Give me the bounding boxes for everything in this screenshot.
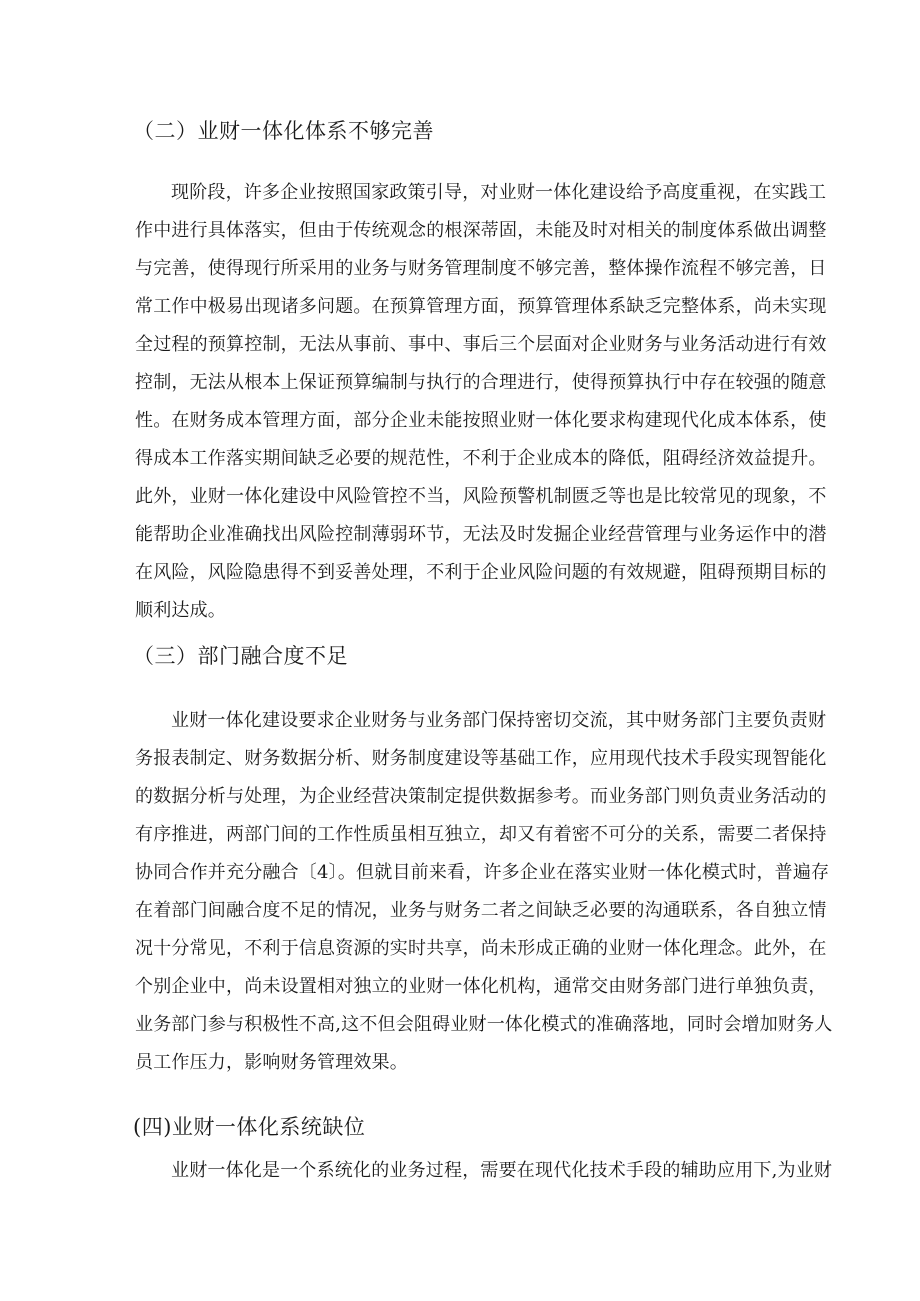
paragraph-line: 务报表制定、财务数据分析、财务制度建设等基础工作，应用现代技术手段实现智能化 [135,748,827,769]
paragraph-line: 有序推进，两部门间的工作性质虽相互独立，却又有着密不可分的关系，需要二者保持 [135,824,827,845]
paragraph-line: 业财一体化建设要求企业财务与业务部门保持密切交流，其中财务部门主要负责财 [171,710,827,731]
paragraph-line: 员工作压力，影响财务管理效果。 [135,1052,408,1073]
paragraph-line: 业财一体化是一个系统化的业务过程，需要在现代化技术手段的辅助应用下,为业财 [171,1160,833,1181]
paragraph-line: 协同合作并充分融合〔4〕。但就目前来看，许多企业在落实业财一体化模式时，普遍存 [135,862,830,883]
paragraph-line: 业务部门参与积极性不高,这不但会阻碍业财一体化模式的准确落地，同时会增加财务人 [135,1014,833,1035]
paragraph-line: 现阶段，许多企业按照国家政策引导，对业财一体化建设给予高度重视，在实践工 [171,182,827,203]
paragraph-line: 作中进行具体落实，但由于传统观念的根深蒂固，未能及时对相关的制度体系做出调整 [135,220,827,241]
paragraph-line: 得成本工作落实期间缺乏必要的规范性，不利于企业成本的降低，阻碍经济效益提升。 [135,448,827,469]
paragraph-line: 况十分常见，不利于信息资源的实时共享，尚未形成正确的业财一体化理念。此外，在 [135,938,827,959]
paragraph-line: 能帮助企业准确找出风险控制薄弱环节，无法及时发掘企业经营管理与业务运作中的潜 [135,524,827,545]
paragraph-line: 控制，无法从根本上保证预算编制与执行的合理进行，使得预算执行中存在较强的随意 [135,372,827,393]
section-heading-4: (四)业财一体化系统缺位 [133,1115,366,1139]
paragraph-line: 全过程的预算控制，无法从事前、事中、事后三个层面对企业财务与业务活动进行有效 [135,334,827,355]
paragraph-line: 个别企业中，尚未设置相对独立的业财一体化机构，通常交由财务部门进行单独负责， [135,976,827,997]
paragraph-line: 与完善，使得现行所采用的业务与财务管理制度不够完善，整体操作流程不够完善，日 [135,258,827,279]
section-2-paragraph [135,174,827,630]
paragraph-line: 此外，业财一体化建设中风险管控不当，风险预警机制匮乏等也是比较常见的现象，不 [135,486,827,507]
paragraph-line: 在着部门间融合度不足的情况，业务与财务二者之间缺乏必要的沟通联系，各自独立情 [135,900,827,921]
section-4-paragraph [135,1152,833,1190]
paragraph-line: 常工作中极易出现诸多问题。在预算管理方面，预算管理体系缺乏完整体系，尚未实现 [135,296,827,317]
paragraph-line: 顺利达成。 [135,600,226,621]
paragraph-line: 在风险，风险隐患得不到妥善处理，不利于企业风险问题的有效规避，阻碍预期目标的 [135,562,827,583]
paragraph-line: 性。在财务成本管理方面，部分企业未能按照业财一体化要求构建现代化成本体系，使 [135,410,827,431]
section-heading-2: （二）业财一体化体系不够完善 [133,119,434,143]
section-heading-3: （三）部门融合度不足 [133,644,348,668]
paragraph-line: 的数据分析与处理，为企业经营决策制定提供数据参考。而业务部门则负责业务活动的 [135,786,827,807]
section-3-paragraph [135,702,833,1082]
